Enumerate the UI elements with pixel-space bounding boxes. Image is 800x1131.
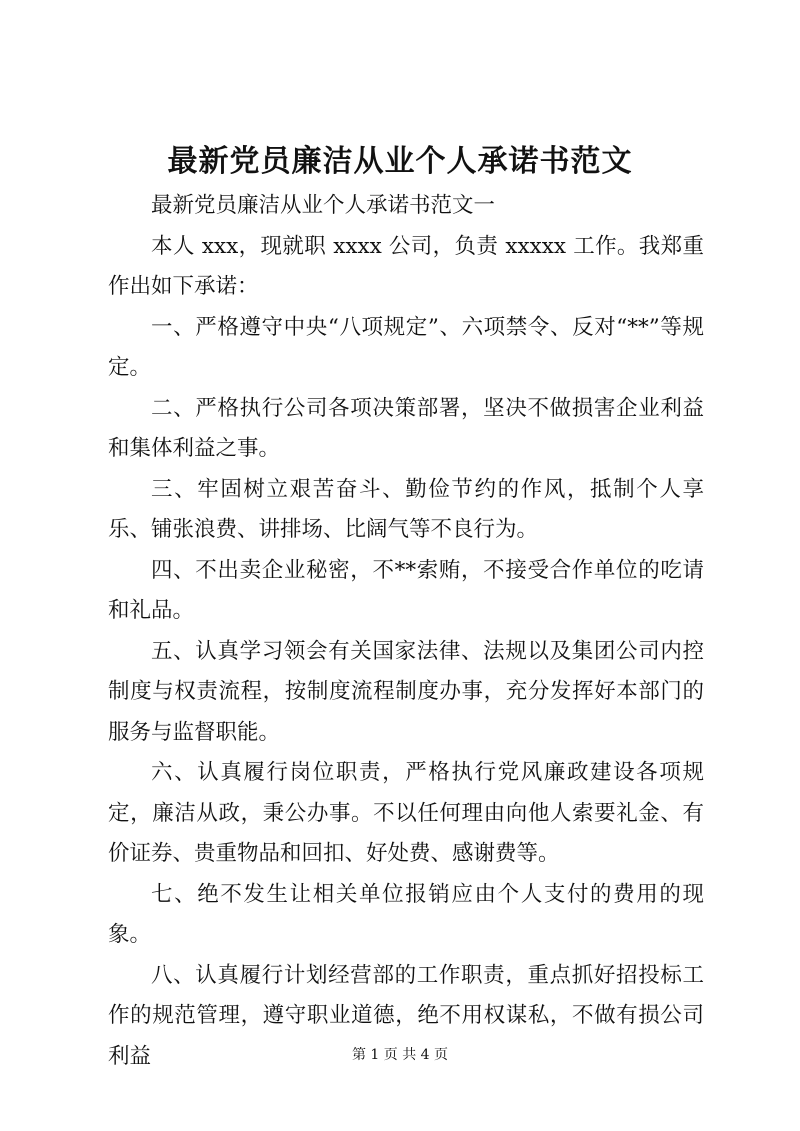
paragraph-item-7: 七、绝不发生让相关单位报销应由个人支付的费用的现象。 [108, 881, 704, 947]
document-title: 最新党员廉洁从业个人承诺书范文 [167, 144, 633, 179]
page-footer: 第 1 页 共 4 页 [351, 1047, 449, 1063]
document-body [108, 186, 704, 1077]
paragraph-item-5: 五、认真学习领会有关国家法律、法规以及集团公司内控制度与权责流程，按制度流程制度办事，充分发挥好本部门的服务与监督职能。 [108, 638, 704, 745]
paragraph-item-6: 六、认真履行岗位职责，严格执行党风廉政建设各项规定，廉洁从政，秉公办事。不以任何理由向他人索要礼金、有价证券、贵重物品和回扣、好处费、感谢费等。 [108, 760, 704, 866]
paragraph-item-1: 一、严格遵守中央“八项规定”、六项禁令、反对“**”等规定。 [108, 314, 704, 380]
paragraph-subtitle: 最新党员廉洁从业个人承诺书范文一 [151, 193, 496, 218]
paragraph-item-8: 八、认真履行计划经营部的工作职责，重点抓好招投标工作的规范管理，遵守职业道德，绝不用权谋私，不做有损公司利益 [108, 962, 704, 1069]
paragraph-item-3: 三、牢固树立艰苦奋斗、勤俭节约的作风，抵制个人享乐、铺张浪费、讲排场、比阔气等不良行为。 [108, 476, 704, 542]
paragraph-item-2: 二、严格执行公司各项决策部署，坚决不做损害企业利益和集体利益之事。 [108, 395, 704, 461]
paragraph-intro: 本人 xxx，现就职 xxxx 公司，负责 xxxxx 工作。我郑重作出如下承诺： [108, 233, 704, 299]
paragraph-item-4: 四、不出卖企业秘密，不**索贿，不接受合作单位的吃请和礼品。 [108, 557, 704, 623]
